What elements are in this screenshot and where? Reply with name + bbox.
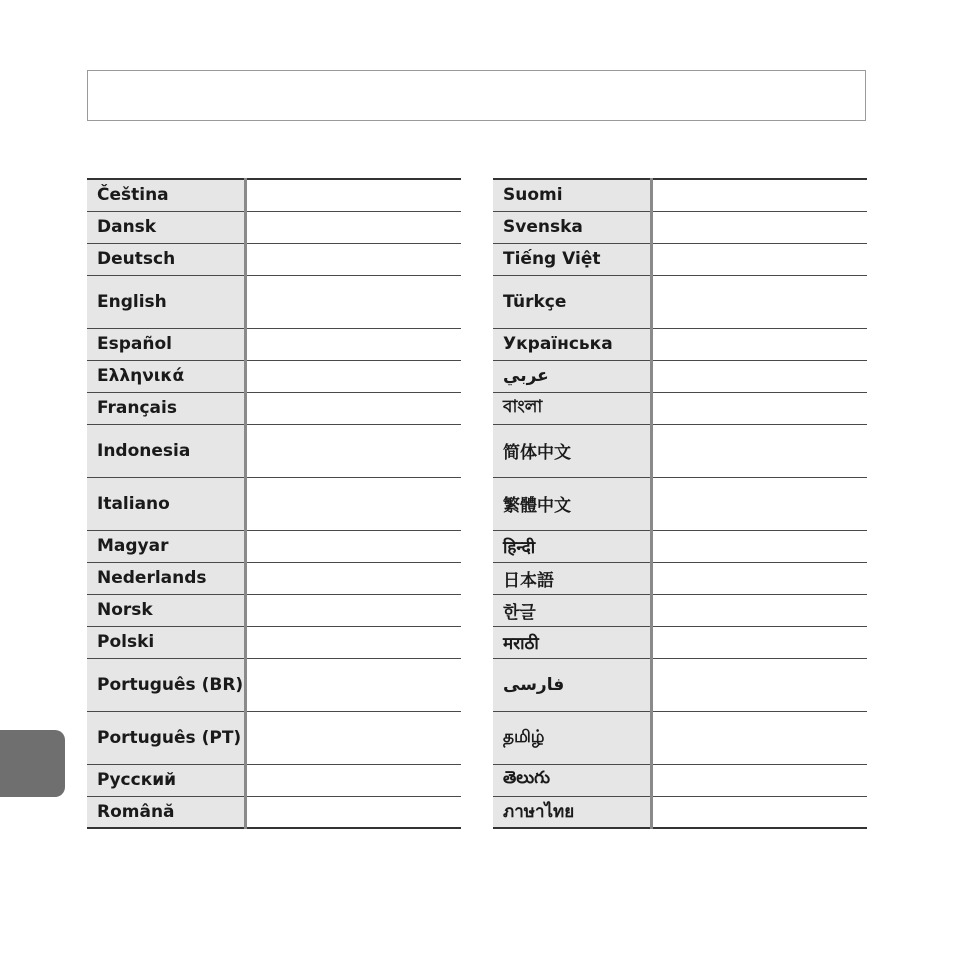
language-name: Français: [87, 392, 245, 424]
language-description-cell: [651, 424, 867, 477]
language-row: [493, 360, 867, 392]
language-name: 简体中文: [493, 424, 651, 477]
language-row: [493, 179, 867, 211]
language-row: [87, 179, 461, 211]
language-row: [87, 658, 461, 711]
language-description-cell: [651, 764, 867, 796]
language-row: [87, 796, 461, 828]
language-description-cell: [651, 392, 867, 424]
language-row: [493, 764, 867, 796]
language-description-cell: [245, 275, 461, 328]
language-row: [493, 796, 867, 828]
language-name: मराठी: [493, 626, 651, 658]
language-name: Ελληνικά: [87, 360, 245, 392]
language-description-cell: [651, 594, 867, 626]
language-description-cell: [245, 530, 461, 562]
language-name: Norsk: [87, 594, 245, 626]
language-row: [493, 392, 867, 424]
language-name: Dansk: [87, 211, 245, 243]
language-row: [87, 711, 461, 764]
section-side-tab: [0, 730, 65, 797]
language-name: Magyar: [87, 530, 245, 562]
language-description-cell: [651, 328, 867, 360]
language-description-cell: [651, 360, 867, 392]
language-row: [493, 211, 867, 243]
language-row: [87, 424, 461, 477]
language-name: Svenska: [493, 211, 651, 243]
language-description-cell: [245, 360, 461, 392]
language-row: [493, 275, 867, 328]
language-row: [87, 360, 461, 392]
language-name: عربي: [493, 360, 651, 392]
language-row: [493, 562, 867, 594]
language-name: Română: [87, 796, 245, 828]
language-table-right: [493, 178, 867, 829]
language-description-cell: [651, 626, 867, 658]
language-description-cell: [245, 392, 461, 424]
language-row: [87, 328, 461, 360]
language-row: [87, 626, 461, 658]
language-name: Suomi: [493, 179, 651, 211]
language-name: Türkçe: [493, 275, 651, 328]
language-row: [493, 477, 867, 530]
language-name: English: [87, 275, 245, 328]
language-description-cell: [245, 424, 461, 477]
language-row: [87, 211, 461, 243]
language-description-cell: [245, 562, 461, 594]
language-name: Indonesia: [87, 424, 245, 477]
language-row: [87, 594, 461, 626]
language-row: [493, 626, 867, 658]
language-name: 繁體中文: [493, 477, 651, 530]
language-description-cell: [651, 658, 867, 711]
language-description-cell: [651, 562, 867, 594]
language-row: [87, 530, 461, 562]
language-name: Українська: [493, 328, 651, 360]
language-description-cell: [651, 243, 867, 275]
language-row: [493, 711, 867, 764]
language-name: Português (BR): [87, 658, 245, 711]
language-description-cell: [245, 211, 461, 243]
language-row: [87, 392, 461, 424]
language-table-left: [87, 178, 461, 829]
language-row: [493, 530, 867, 562]
language-description-cell: [651, 211, 867, 243]
language-description-cell: [245, 328, 461, 360]
language-name: Nederlands: [87, 562, 245, 594]
language-row: [493, 243, 867, 275]
language-description-cell: [245, 796, 461, 828]
language-row: [493, 658, 867, 711]
language-row: [87, 477, 461, 530]
language-description-cell: [245, 658, 461, 711]
language-description-cell: [245, 594, 461, 626]
language-description-cell: [651, 275, 867, 328]
language-name: தமிழ்: [493, 711, 651, 764]
language-description-cell: [651, 179, 867, 211]
language-name: Polski: [87, 626, 245, 658]
language-name: తెలుగు: [493, 764, 651, 796]
language-row: [493, 328, 867, 360]
language-description-cell: [245, 764, 461, 796]
language-name: Español: [87, 328, 245, 360]
language-row: [493, 594, 867, 626]
language-description-cell: [651, 477, 867, 530]
language-name: فارسی: [493, 658, 651, 711]
language-name: ภาษาไทย: [493, 796, 651, 828]
page-header-box: [87, 70, 866, 121]
language-name: Português (PT): [87, 711, 245, 764]
language-description-cell: [245, 243, 461, 275]
language-row: [493, 424, 867, 477]
language-name: Čeština: [87, 179, 245, 211]
language-description-cell: [245, 626, 461, 658]
language-description-cell: [245, 179, 461, 211]
language-name: বাংলা: [493, 392, 651, 424]
language-description-cell: [651, 796, 867, 828]
language-name: Русский: [87, 764, 245, 796]
language-name: Italiano: [87, 477, 245, 530]
language-row: [87, 764, 461, 796]
language-name: 한글: [493, 594, 651, 626]
language-description-cell: [651, 530, 867, 562]
language-name: हिन्दी: [493, 530, 651, 562]
language-name: Deutsch: [87, 243, 245, 275]
language-description-cell: [651, 711, 867, 764]
language-row: [87, 243, 461, 275]
language-name: Tiếng Việt: [493, 243, 651, 275]
language-description-cell: [245, 711, 461, 764]
language-description-cell: [245, 477, 461, 530]
language-row: [87, 562, 461, 594]
language-row: [87, 275, 461, 328]
language-name: 日本語: [493, 562, 651, 594]
